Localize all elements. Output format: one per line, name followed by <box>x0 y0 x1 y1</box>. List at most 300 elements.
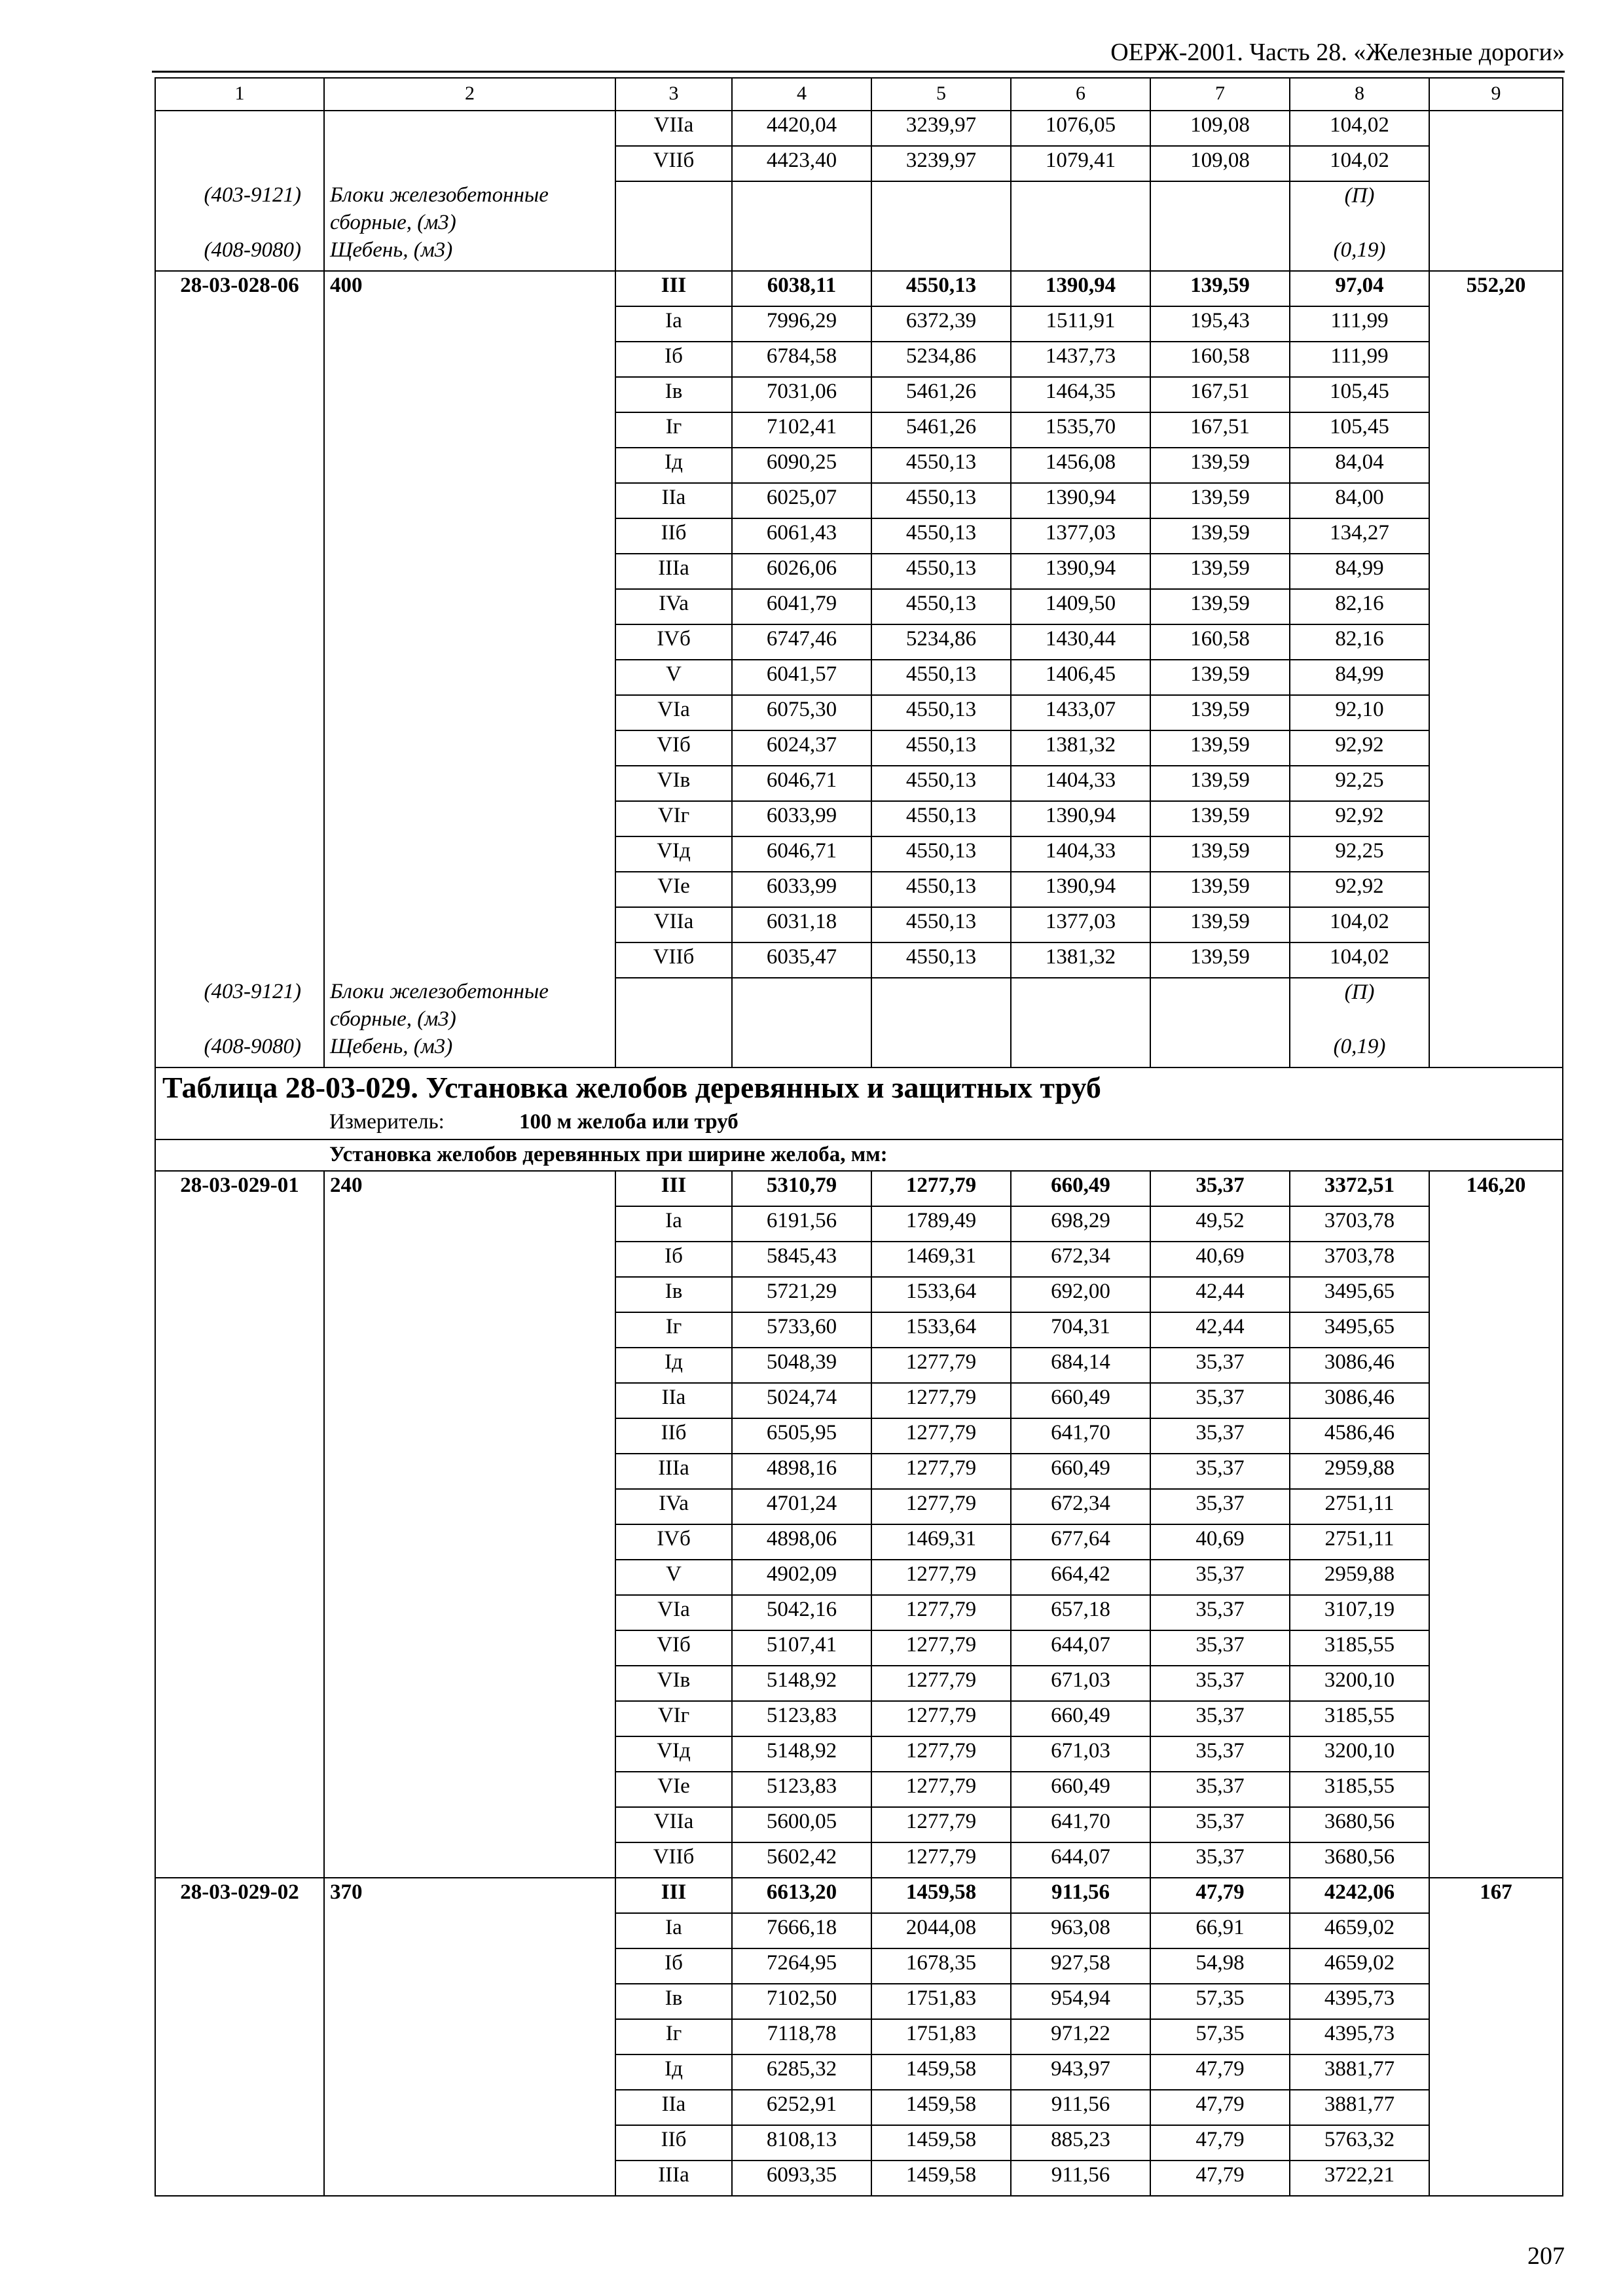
value-cell: 1277,79 <box>871 1807 1011 1842</box>
zone-label: V <box>615 660 732 695</box>
value-cell: 4586,46 <box>1290 1418 1429 1454</box>
value-cell: 6075,30 <box>732 695 871 730</box>
item-col9-cell <box>1429 1666 1563 1701</box>
value-cell: 1430,44 <box>1011 624 1150 660</box>
value-cell: 1381,32 <box>1011 730 1150 766</box>
value-cell: 3239,97 <box>871 146 1011 181</box>
value-cell: 1277,79 <box>871 1595 1011 1630</box>
item-col9-cell <box>1429 660 1563 695</box>
item-parameter-cell <box>324 1701 615 1736</box>
subheading: Установка желобов деревянных при ширине желоба, мм: <box>324 1139 1563 1171</box>
item-parameter-cell <box>324 111 615 146</box>
value-cell: 4395,73 <box>1290 1984 1429 2019</box>
value-cell: 963,08 <box>1011 1913 1150 1948</box>
zone-label: VIд <box>615 836 732 872</box>
value-cell: 644,07 <box>1011 1630 1150 1666</box>
value-cell: 3495,65 <box>1290 1312 1429 1348</box>
item-col9-cell <box>1429 1560 1563 1595</box>
item-code-cell <box>155 518 324 554</box>
item-col9-cell <box>1429 1242 1563 1277</box>
value-cell: 1459,58 <box>871 2125 1011 2161</box>
zone-label: Ia <box>615 1913 732 1948</box>
item-col9-cell <box>1429 1418 1563 1454</box>
item-col9-cell <box>1429 801 1563 836</box>
measure-row <box>155 1109 1563 1139</box>
zone-label: IVб <box>615 1524 732 1560</box>
value-cell: 139,59 <box>1150 483 1290 518</box>
item-parameter-cell <box>324 518 615 554</box>
value-cell: 1277,79 <box>871 1489 1011 1524</box>
value-cell: 1459,58 <box>871 1878 1011 1913</box>
value-cell: 6747,46 <box>732 624 871 660</box>
value-cell: 35,37 <box>1150 1701 1290 1736</box>
item-code-cell <box>155 1454 324 1489</box>
rate-row <box>155 766 1563 801</box>
value-cell: 1079,41 <box>1011 146 1150 181</box>
item-code-cell <box>155 1595 324 1630</box>
item-col9-cell <box>1429 1277 1563 1312</box>
item-code-cell <box>155 1666 324 1701</box>
value-cell: 1277,79 <box>871 1701 1011 1736</box>
item-parameter-cell <box>324 2019 615 2054</box>
value-cell: 6046,71 <box>732 766 871 801</box>
value-cell: 35,37 <box>1150 1666 1290 1701</box>
value-cell: 1533,64 <box>871 1312 1011 1348</box>
value-cell: 4242,06 <box>1290 1878 1429 1913</box>
zone-label: IIIa <box>615 554 732 589</box>
item-col9-cell <box>1429 1807 1563 1842</box>
empty-cell <box>871 1033 1011 1067</box>
value-cell: 35,37 <box>1150 1842 1290 1878</box>
rate-row <box>155 2090 1563 2125</box>
value-cell: 1277,79 <box>871 1560 1011 1595</box>
value-cell: 6046,71 <box>732 836 871 872</box>
item-code: 28-03-029-01 <box>155 1171 324 1206</box>
value-cell: 6025,07 <box>732 483 871 518</box>
item-code-cell <box>155 1206 324 1242</box>
value-cell: 1390,94 <box>1011 801 1150 836</box>
item-parameter-cell <box>324 730 615 766</box>
zone-label: VIIa <box>615 1807 732 1842</box>
item-parameter-cell <box>324 1630 615 1666</box>
empty-cell <box>1429 1033 1563 1067</box>
value-cell: 1433,07 <box>1011 695 1150 730</box>
rate-row <box>155 1701 1563 1736</box>
value-cell: 92,25 <box>1290 836 1429 872</box>
value-cell: 5721,29 <box>732 1277 871 1312</box>
value-cell: 6285,32 <box>732 2054 871 2090</box>
rate-row <box>155 111 1563 146</box>
value-cell: 1409,50 <box>1011 589 1150 624</box>
material-row <box>155 1033 1563 1067</box>
value-cell: 139,59 <box>1150 271 1290 306</box>
value-cell: 105,45 <box>1290 412 1429 448</box>
item-col9-cell <box>1429 1454 1563 1489</box>
item-code-cell <box>155 377 324 412</box>
value-cell: 1390,94 <box>1011 483 1150 518</box>
item-parameter: 240 <box>324 1171 615 1206</box>
item-parameter-cell <box>324 766 615 801</box>
item-code: 28-03-029-02 <box>155 1878 324 1913</box>
value-cell: 92,92 <box>1290 872 1429 907</box>
item-code-cell <box>155 730 324 766</box>
item-parameter-cell <box>324 1807 615 1842</box>
rate-row <box>155 448 1563 483</box>
value-cell: 7031,06 <box>732 377 871 412</box>
empty-cell <box>615 978 732 1033</box>
item-parameter-cell <box>324 1595 615 1630</box>
zone-label: IIa <box>615 2090 732 2125</box>
empty-cell <box>732 236 871 271</box>
material-row <box>155 236 1563 271</box>
item-parameter-cell <box>324 1277 615 1312</box>
value-cell: 139,59 <box>1150 589 1290 624</box>
value-cell: 1406,45 <box>1011 660 1150 695</box>
value-cell: 4550,13 <box>871 271 1011 306</box>
item-code-cell <box>155 660 324 695</box>
value-cell: 2751,11 <box>1290 1524 1429 1560</box>
item-parameter-cell <box>324 1454 615 1489</box>
value-cell: 3185,55 <box>1290 1630 1429 1666</box>
zone-label: III <box>615 1878 732 1913</box>
zone-label: Ia <box>615 306 732 342</box>
value-cell: 5600,05 <box>732 1807 871 1842</box>
empty-cell <box>1429 236 1563 271</box>
value-cell: 139,59 <box>1150 554 1290 589</box>
item-parameter-cell <box>324 2090 615 2125</box>
value-cell: 5461,26 <box>871 377 1011 412</box>
zone-label: III <box>615 1171 732 1206</box>
zone-label: III <box>615 271 732 306</box>
item-col9-cell <box>1429 2090 1563 2125</box>
value-cell: 35,37 <box>1150 1560 1290 1595</box>
value-cell: 660,49 <box>1011 1171 1150 1206</box>
item-parameter-cell <box>324 1206 615 1242</box>
value-cell: 1789,49 <box>871 1206 1011 1242</box>
item-col9-cell <box>1429 1489 1563 1524</box>
item-parameter-cell <box>324 1524 615 1560</box>
item-col9-cell <box>1429 111 1563 146</box>
rate-row <box>155 695 1563 730</box>
value-cell: 7264,95 <box>732 1948 871 1984</box>
item-col9-cell <box>1429 872 1563 907</box>
value-cell: 911,56 <box>1011 1878 1150 1913</box>
value-cell: 7118,78 <box>732 2019 871 2054</box>
item-code-cell <box>155 1807 324 1842</box>
item-parameter-cell <box>324 2161 615 2196</box>
item-parameter-cell <box>324 1913 615 1948</box>
material-code: (403-9121) <box>155 181 324 236</box>
zone-label: Iб <box>615 1242 732 1277</box>
value-cell: 4550,13 <box>871 448 1011 483</box>
value-cell: 84,00 <box>1290 483 1429 518</box>
rate-row <box>155 1595 1563 1630</box>
zone-label: VIIб <box>615 942 732 978</box>
value-cell: 167,51 <box>1150 412 1290 448</box>
rate-row <box>155 377 1563 412</box>
item-code-cell <box>155 1913 324 1948</box>
empty-cell <box>871 181 1011 236</box>
value-cell: 5602,42 <box>732 1842 871 1878</box>
value-cell: 35,37 <box>1150 1348 1290 1383</box>
material-row <box>155 181 1563 236</box>
item-col9-cell <box>1429 554 1563 589</box>
item-code-cell <box>155 1277 324 1312</box>
value-cell: 6035,47 <box>732 942 871 978</box>
rate-row <box>155 730 1563 766</box>
rate-row <box>155 271 1563 306</box>
value-cell: 167,51 <box>1150 377 1290 412</box>
item-code-cell <box>155 942 324 978</box>
value-cell: 97,04 <box>1290 271 1429 306</box>
header-rule <box>152 71 1565 73</box>
empty-cell <box>1011 236 1150 271</box>
value-cell: 6191,56 <box>732 1206 871 1242</box>
item-col9-cell <box>1429 1842 1563 1878</box>
column-number: 3 <box>615 78 732 111</box>
value-cell: 5763,32 <box>1290 2125 1429 2161</box>
item-col9-cell <box>1429 1984 1563 2019</box>
zone-label: Iг <box>615 1312 732 1348</box>
item-parameter-cell <box>324 412 615 448</box>
value-cell: 139,59 <box>1150 660 1290 695</box>
rate-row <box>155 1666 1563 1701</box>
item-code-cell <box>155 1312 324 1348</box>
value-cell: 4659,02 <box>1290 1948 1429 1984</box>
value-cell: 47,79 <box>1150 2125 1290 2161</box>
value-cell: 3200,10 <box>1290 1736 1429 1772</box>
item-code-cell <box>155 836 324 872</box>
value-cell: 2959,88 <box>1290 1454 1429 1489</box>
rate-row <box>155 412 1563 448</box>
value-cell: 195,43 <box>1150 306 1290 342</box>
rate-row <box>155 306 1563 342</box>
rate-row <box>155 589 1563 624</box>
item-code-cell <box>155 1383 324 1418</box>
value-cell: 3107,19 <box>1290 1595 1429 1630</box>
value-cell: 1277,79 <box>871 1842 1011 1878</box>
rate-row <box>155 1772 1563 1807</box>
value-cell: 4550,13 <box>871 872 1011 907</box>
zone-label: IIIa <box>615 1454 732 1489</box>
rate-row <box>155 518 1563 554</box>
item-code-cell <box>155 554 324 589</box>
item-code-cell <box>155 2054 324 2090</box>
value-cell: 1277,79 <box>871 1454 1011 1489</box>
value-cell: 1464,35 <box>1011 377 1150 412</box>
item-col9-value: 552,20 <box>1429 271 1563 306</box>
value-cell: 40,69 <box>1150 1242 1290 1277</box>
rate-row <box>155 1842 1563 1878</box>
empty-cell <box>732 1033 871 1067</box>
value-cell: 4898,16 <box>732 1454 871 1489</box>
material-name: Щебень, (м3) <box>324 1033 615 1067</box>
zone-label: Iб <box>615 1948 732 1984</box>
value-cell: 4550,13 <box>871 589 1011 624</box>
zone-label: VIIa <box>615 111 732 146</box>
rate-row <box>155 2125 1563 2161</box>
value-cell: 7996,29 <box>732 306 871 342</box>
rate-row <box>155 1277 1563 1312</box>
item-parameter-cell <box>324 836 615 872</box>
zone-label: VIa <box>615 1595 732 1630</box>
value-cell: 47,79 <box>1150 2161 1290 2196</box>
value-cell: 911,56 <box>1011 2090 1150 2125</box>
measure-value: 100 м желоба или труб <box>519 1110 739 1134</box>
value-cell: 1381,32 <box>1011 942 1150 978</box>
value-cell: 6031,18 <box>732 907 871 942</box>
value-cell: 3680,56 <box>1290 1807 1429 1842</box>
value-cell: 35,37 <box>1150 1772 1290 1807</box>
column-number: 7 <box>1150 78 1290 111</box>
value-cell: 109,08 <box>1150 111 1290 146</box>
value-cell: 641,70 <box>1011 1807 1150 1842</box>
value-cell: 5042,16 <box>732 1595 871 1630</box>
item-col9-cell <box>1429 518 1563 554</box>
column-number: 2 <box>324 78 615 111</box>
value-cell: 664,42 <box>1011 1560 1150 1595</box>
value-cell: 704,31 <box>1011 1312 1150 1348</box>
value-cell: 35,37 <box>1150 1171 1290 1206</box>
item-col9-cell <box>1429 146 1563 181</box>
value-cell: 660,49 <box>1011 1701 1150 1736</box>
item-parameter-cell <box>324 1948 615 1984</box>
item-col9-cell <box>1429 1312 1563 1348</box>
value-cell: 139,59 <box>1150 907 1290 942</box>
value-cell: 4550,13 <box>871 907 1011 942</box>
column-number-row <box>155 78 1563 111</box>
item-parameter-cell <box>324 1842 615 1878</box>
value-cell: 104,02 <box>1290 111 1429 146</box>
rate-row <box>155 1807 1563 1842</box>
item-col9-cell <box>1429 2019 1563 2054</box>
material-name: Щебень, (м3) <box>324 236 615 271</box>
value-cell: 5148,92 <box>732 1666 871 1701</box>
value-cell: 684,14 <box>1011 1348 1150 1383</box>
value-cell: 35,37 <box>1150 1595 1290 1630</box>
rate-row <box>155 1418 1563 1454</box>
item-parameter-cell <box>324 554 615 589</box>
rate-row <box>155 1489 1563 1524</box>
value-cell: 42,44 <box>1150 1277 1290 1312</box>
value-cell: 6033,99 <box>732 801 871 836</box>
item-code-cell <box>155 2125 324 2161</box>
item-parameter-cell <box>324 801 615 836</box>
item-code-cell <box>155 146 324 181</box>
value-cell: 3239,97 <box>871 111 1011 146</box>
item-col9-cell <box>1429 448 1563 483</box>
value-cell: 57,35 <box>1150 1984 1290 2019</box>
value-cell: 885,23 <box>1011 2125 1150 2161</box>
zone-label: IVб <box>615 624 732 660</box>
zone-label: VIe <box>615 1772 732 1807</box>
value-cell: 911,56 <box>1011 2161 1150 2196</box>
value-cell: 1377,03 <box>1011 907 1150 942</box>
item-col9-cell <box>1429 942 1563 978</box>
value-cell: 104,02 <box>1290 942 1429 978</box>
zone-label: VIб <box>615 730 732 766</box>
value-cell: 698,29 <box>1011 1206 1150 1242</box>
value-cell: 4898,06 <box>732 1524 871 1560</box>
item-code-cell <box>155 589 324 624</box>
zone-label: VIв <box>615 766 732 801</box>
item-col9-cell <box>1429 589 1563 624</box>
value-cell: 139,59 <box>1150 730 1290 766</box>
rate-row <box>155 1878 1563 1913</box>
rate-row <box>155 1171 1563 1206</box>
item-col9-cell <box>1429 342 1563 377</box>
item-col9-cell <box>1429 836 1563 872</box>
item-col9-cell <box>1429 1383 1563 1418</box>
zone-label: IVa <box>615 1489 732 1524</box>
zone-label: VIг <box>615 801 732 836</box>
value-cell: 1456,08 <box>1011 448 1150 483</box>
item-col9-cell <box>1429 1630 1563 1666</box>
item-col9-cell <box>1429 1206 1563 1242</box>
zone-label: VIIa <box>615 907 732 942</box>
value-cell: 134,27 <box>1290 518 1429 554</box>
item-code-cell <box>155 1736 324 1772</box>
value-cell: 6041,79 <box>732 589 871 624</box>
item-parameter-cell <box>324 1736 615 1772</box>
value-cell: 5234,86 <box>871 342 1011 377</box>
item-parameter-cell <box>324 1984 615 2019</box>
zone-label: VIг <box>615 1701 732 1736</box>
material-name: Блоки железобетонные сборные, (м3) <box>324 181 615 236</box>
rate-row <box>155 1242 1563 1277</box>
rate-row <box>155 624 1563 660</box>
item-code-cell <box>155 907 324 942</box>
value-cell: 6061,43 <box>732 518 871 554</box>
value-cell: 5310,79 <box>732 1171 871 1206</box>
value-cell: 1459,58 <box>871 2090 1011 2125</box>
table-title-row <box>155 1067 1563 1109</box>
value-cell: 1390,94 <box>1011 554 1150 589</box>
value-cell: 2751,11 <box>1290 1489 1429 1524</box>
item-col9-value: 167 <box>1429 1878 1563 1913</box>
value-cell: 6093,35 <box>732 2161 871 2196</box>
value-cell: 3881,77 <box>1290 2090 1429 2125</box>
column-number: 1 <box>155 78 324 111</box>
value-cell: 57,35 <box>1150 2019 1290 2054</box>
value-cell: 4420,04 <box>732 111 871 146</box>
value-cell: 35,37 <box>1150 1489 1290 1524</box>
value-cell: 677,64 <box>1011 1524 1150 1560</box>
value-cell: 1459,58 <box>871 2161 1011 2196</box>
empty-cell <box>871 236 1011 271</box>
item-code-cell <box>155 448 324 483</box>
value-cell: 35,37 <box>1150 1630 1290 1666</box>
value-cell: 6505,95 <box>732 1418 871 1454</box>
rate-row <box>155 1560 1563 1595</box>
item-code-cell <box>155 1560 324 1595</box>
zone-label: VIa <box>615 695 732 730</box>
item-code-cell <box>155 1948 324 1984</box>
rate-row <box>155 483 1563 518</box>
value-cell: 139,59 <box>1150 801 1290 836</box>
value-cell: 6041,57 <box>732 660 871 695</box>
value-cell: 4550,13 <box>871 801 1011 836</box>
item-code-cell <box>155 624 324 660</box>
item-parameter-cell <box>324 942 615 978</box>
value-cell: 35,37 <box>1150 1736 1290 1772</box>
rate-row <box>155 342 1563 377</box>
value-cell: 3722,21 <box>1290 2161 1429 2196</box>
value-cell: 6038,11 <box>732 271 871 306</box>
rate-row <box>155 1524 1563 1560</box>
rate-row <box>155 1206 1563 1242</box>
value-cell: 5123,83 <box>732 1701 871 1736</box>
